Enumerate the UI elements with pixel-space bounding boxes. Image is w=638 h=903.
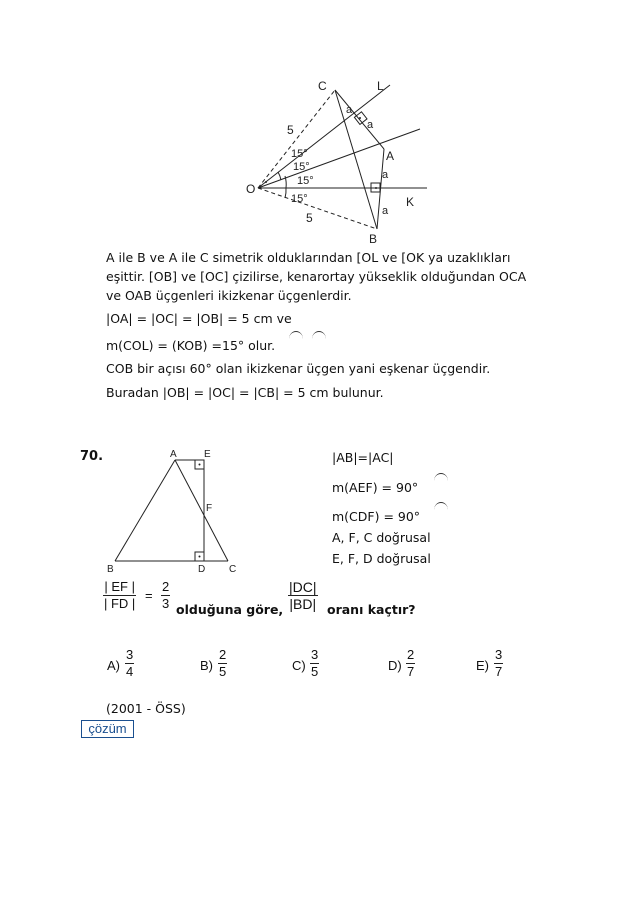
given-5: E, F, D doğrusal <box>332 551 431 566</box>
label-5-upper: 5 <box>287 123 294 137</box>
explanation-line-6: COB bir açısı 60° olan ikizkenar üçgen yani eşkenar üçgendir. <box>106 361 491 376</box>
label-K: K <box>406 195 415 209</box>
option-b-den: 5 <box>219 664 227 679</box>
label-B: B <box>369 232 378 246</box>
question-source: (2001 - ÖSS) <box>106 701 186 716</box>
option-e-label: E) <box>476 658 489 673</box>
option-a-num: 3 <box>126 647 134 662</box>
explanation-line-5: m(COL) = (KOB) =15° olur. <box>106 338 276 353</box>
arc-mark-KOB <box>312 331 326 339</box>
option-a-den: 4 <box>126 664 134 679</box>
explanation-line-3: ve OAB üçgenleri ikizkenar üçgenlerdir. <box>106 288 352 303</box>
solution-button[interactable]: çözüm <box>81 720 134 738</box>
label-a-3: a <box>382 169 389 181</box>
label-15-4: 15° <box>291 193 308 205</box>
tri-label-B: B <box>107 564 114 575</box>
label-a-2: a <box>367 119 374 131</box>
label-A: A <box>386 149 395 163</box>
segment-AC <box>175 460 228 561</box>
explanation-line-4: |OA| = |OC| = |OB| = 5 cm ve <box>106 311 292 326</box>
option-a-label: A) <box>107 658 120 673</box>
question-mid-text: olduğuna göre, <box>176 602 284 617</box>
given-3: m(CDF) = 90° <box>332 509 421 524</box>
explanation-line-2: eşittir. [OB] ve [OC] çizilirse, kenarortay yükseklik olduğundan OCA <box>106 269 527 284</box>
arc-mark-CDF <box>434 502 448 510</box>
ratio-DC-BD <box>288 580 318 611</box>
arc-3 <box>285 188 286 198</box>
ratio-2: 2 <box>162 579 170 594</box>
label-15-1: 15° <box>291 148 308 160</box>
label-C: C <box>318 79 327 93</box>
explanation-line-7: Buradan |OB| = |OC| = |CB| = 5 cm bulunur. <box>106 385 384 400</box>
tri-label-D: D <box>198 564 206 575</box>
ratio-DC: |DC| <box>289 579 317 595</box>
explanation-line-1: A ile B ve A ile C simetrik olduklarından [OL ve [OK ya uzaklıkları <box>106 250 511 265</box>
ray-OA <box>258 129 420 188</box>
option-e-num: 3 <box>495 647 503 662</box>
given-2: m(AEF) = 90° <box>332 480 419 495</box>
option-c-num: 3 <box>311 647 319 662</box>
option-c-label: C) <box>292 658 306 673</box>
label-a-4: a <box>382 205 389 217</box>
label-5-lower: 5 <box>306 211 313 225</box>
option-c-den: 5 <box>311 664 319 679</box>
tri-label-A: A <box>170 449 177 460</box>
ratio-FD: | FD | <box>104 596 136 611</box>
ratio-EF-FD <box>103 580 136 611</box>
option-d-den: 7 <box>407 664 415 679</box>
label-L: L <box>377 79 384 93</box>
segment-CA <box>335 90 384 149</box>
arc-1 <box>278 172 281 180</box>
segment-OB <box>258 188 377 229</box>
arc-mark-AEF <box>434 473 448 481</box>
label-a-1: a <box>346 104 353 116</box>
given-1: |AB|=|AC| <box>332 450 394 465</box>
figure-triangle <box>100 445 250 575</box>
figure-angle-construction <box>0 0 638 250</box>
label-15-3: 15° <box>297 175 314 187</box>
option-b-num: 2 <box>219 647 227 662</box>
label-15-2: 15° <box>293 161 310 173</box>
option-b-label: B) <box>200 658 213 673</box>
option-d-num: 2 <box>407 647 415 662</box>
ratio-2-3 <box>161 580 170 611</box>
label-O: O <box>246 182 256 196</box>
option-d-label: D) <box>388 658 402 673</box>
ratio-BD: |BD| <box>289 596 317 612</box>
ratio-EF: | EF | <box>104 579 135 594</box>
option-e-den: 7 <box>495 664 503 679</box>
problem-number: 70. <box>80 449 104 464</box>
arc-mark-COL <box>289 331 303 339</box>
ratio-3: 3 <box>162 596 170 611</box>
segment-CB <box>335 90 377 229</box>
tri-label-C: C <box>229 564 237 575</box>
segment-AB <box>115 460 175 561</box>
given-4: A, F, C doğrusal <box>332 530 431 545</box>
equals-sign: = <box>145 588 153 603</box>
tri-label-E: E <box>204 449 211 460</box>
segment-OC <box>258 90 335 188</box>
question-end-text: oranı kaçtır? <box>327 602 416 617</box>
tri-label-F: F <box>206 503 213 514</box>
